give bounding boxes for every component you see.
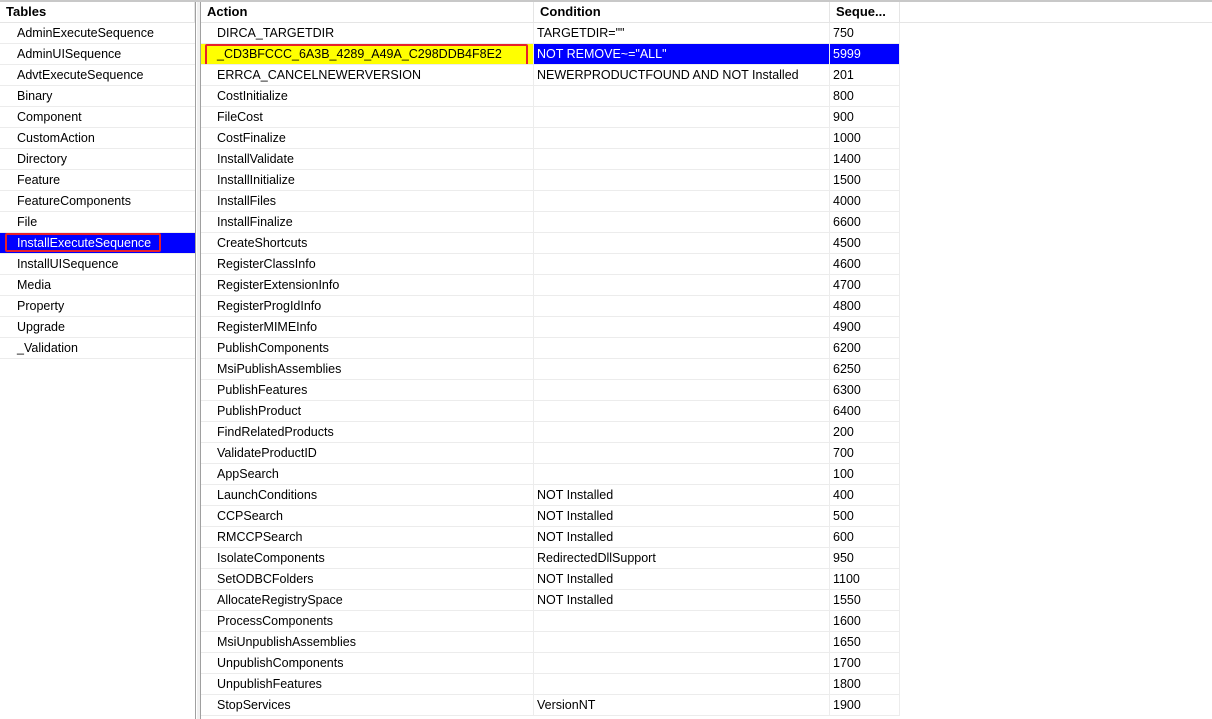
table-row[interactable] xyxy=(201,65,1212,86)
table-row[interactable] xyxy=(201,212,1212,233)
action-cell-text: PublishComponents xyxy=(217,341,329,355)
table-row[interactable] xyxy=(201,527,1212,548)
sequence-cell-text: 6400 xyxy=(833,404,861,418)
sequence-grid xyxy=(201,2,1212,719)
condition-cell[interactable] xyxy=(534,128,830,149)
sequence-cell[interactable] xyxy=(830,590,900,611)
sequence-cell[interactable] xyxy=(830,527,900,548)
table-list-item-label: _Validation xyxy=(17,341,78,355)
table-list-item-label: FeatureComponents xyxy=(17,194,131,208)
table-list-item[interactable] xyxy=(0,212,195,233)
action-cell[interactable] xyxy=(201,695,534,716)
table-row[interactable] xyxy=(201,359,1212,380)
sequence-cell[interactable] xyxy=(830,149,900,170)
action-cell[interactable] xyxy=(201,86,534,107)
action-cell-text: UnpublishFeatures xyxy=(217,677,322,691)
sequence-cell[interactable] xyxy=(830,86,900,107)
condition-cell-text: NOT Installed xyxy=(537,530,614,544)
action-cell-text: _CD3BFCCC_6A3B_4289_A49A_C298DDB4F8E2 xyxy=(217,47,502,61)
condition-cell[interactable] xyxy=(534,149,830,170)
sequence-cell[interactable] xyxy=(830,23,900,44)
action-cell[interactable] xyxy=(201,653,534,674)
action-cell[interactable] xyxy=(201,317,534,338)
sequence-cell[interactable] xyxy=(830,44,900,65)
sequence-cell-text: 1550 xyxy=(833,593,861,607)
table-row[interactable] xyxy=(201,254,1212,275)
action-cell[interactable] xyxy=(201,632,534,653)
table-row[interactable] xyxy=(201,506,1212,527)
table-row[interactable] xyxy=(201,569,1212,590)
action-cell-text: MsiPublishAssemblies xyxy=(217,362,342,376)
sequence-cell-text: 600 xyxy=(833,530,854,544)
condition-cell[interactable] xyxy=(534,674,830,695)
action-cell-text: InstallFiles xyxy=(217,194,277,208)
action-cell-text: AllocateRegistrySpace xyxy=(217,593,343,607)
action-cell-text: UnpublishComponents xyxy=(217,656,344,670)
sequence-cell[interactable] xyxy=(830,212,900,233)
sequence-cell-text: 4900 xyxy=(833,320,861,334)
condition-cell[interactable] xyxy=(534,65,830,86)
action-cell[interactable] xyxy=(201,380,534,401)
action-cell-text: CostInitialize xyxy=(217,89,288,103)
row-empty-space xyxy=(900,611,1212,632)
sequence-cell-text: 5999 xyxy=(833,47,861,61)
action-cell-text: PublishProduct xyxy=(217,404,302,418)
row-empty-space xyxy=(900,128,1212,149)
table-list-item-label: File xyxy=(17,215,38,229)
action-cell-text: DIRCA_TARGETDIR xyxy=(217,26,335,40)
sequence-cell[interactable] xyxy=(830,191,900,212)
action-cell-text: RegisterProgIdInfo xyxy=(217,299,322,313)
condition-cell-text: NOT Installed xyxy=(537,593,614,607)
condition-cell-text: NOT Installed xyxy=(537,572,614,586)
table-list-item-label: Feature xyxy=(17,173,61,187)
sequence-cell[interactable] xyxy=(830,128,900,149)
table-row[interactable] xyxy=(201,653,1212,674)
action-cell[interactable] xyxy=(201,674,534,695)
condition-cell-text: NOT REMOVE~="ALL" xyxy=(537,47,667,61)
condition-cell-text: VersionNT xyxy=(537,698,596,712)
condition-cell[interactable] xyxy=(534,548,830,569)
tables-list xyxy=(0,23,195,359)
sequence-cell[interactable] xyxy=(830,401,900,422)
sequence-cell[interactable] xyxy=(830,380,900,401)
sequence-cell-text: 4500 xyxy=(833,236,861,250)
sequence-cell-text: 4000 xyxy=(833,194,861,208)
sequence-cell-text: 950 xyxy=(833,551,854,565)
action-cell-text: AppSearch xyxy=(217,467,279,481)
table-list-item[interactable] xyxy=(0,65,195,86)
row-empty-space xyxy=(900,149,1212,170)
table-list-item-label: AdminUISequence xyxy=(17,47,122,61)
table-list-item[interactable] xyxy=(0,296,195,317)
table-list-item-label: Component xyxy=(17,110,82,124)
action-cell[interactable] xyxy=(201,338,534,359)
condition-cell[interactable] xyxy=(534,170,830,191)
column-header-condition[interactable]: Condition xyxy=(534,2,830,22)
table-row[interactable] xyxy=(201,233,1212,254)
action-cell-text: InstallInitialize xyxy=(217,173,295,187)
sequence-cell-text: 4800 xyxy=(833,299,861,313)
sequence-cell-text: 201 xyxy=(833,68,854,82)
sequence-cell[interactable] xyxy=(830,674,900,695)
table-list-item[interactable] xyxy=(0,107,195,128)
sequence-cell[interactable] xyxy=(830,443,900,464)
selected-action-annotation-box xyxy=(205,44,528,65)
table-row[interactable] xyxy=(201,86,1212,107)
row-empty-space xyxy=(900,464,1212,485)
condition-cell[interactable] xyxy=(534,569,830,590)
sequence-cell[interactable] xyxy=(830,296,900,317)
action-cell[interactable] xyxy=(201,170,534,191)
condition-cell[interactable] xyxy=(534,506,830,527)
sequence-cell[interactable] xyxy=(830,317,900,338)
condition-cell[interactable] xyxy=(534,44,830,65)
sequence-cell-text: 1700 xyxy=(833,656,861,670)
condition-cell[interactable] xyxy=(534,632,830,653)
table-row[interactable] xyxy=(201,611,1212,632)
row-empty-space xyxy=(900,233,1212,254)
row-empty-space xyxy=(900,632,1212,653)
action-cell-text: InstallValidate xyxy=(217,152,294,166)
table-row[interactable] xyxy=(201,422,1212,443)
table-list-item-label: AdvtExecuteSequence xyxy=(17,68,144,82)
action-cell[interactable] xyxy=(201,65,534,86)
condition-cell-text: NOT Installed xyxy=(537,509,614,523)
condition-cell[interactable] xyxy=(534,359,830,380)
condition-cell[interactable] xyxy=(534,653,830,674)
action-cell[interactable] xyxy=(201,275,534,296)
row-empty-space xyxy=(900,44,1212,65)
table-list-item[interactable] xyxy=(0,170,195,191)
table-row[interactable] xyxy=(201,170,1212,191)
action-cell-text: RMCCPSearch xyxy=(217,530,303,544)
table-row[interactable] xyxy=(201,674,1212,695)
action-cell[interactable] xyxy=(201,611,534,632)
action-cell-text: InstallFinalize xyxy=(217,215,293,229)
action-cell-text: ERRCA_CANCELNEWERVERSION xyxy=(217,68,421,82)
table-row[interactable] xyxy=(201,485,1212,506)
sequence-cell[interactable] xyxy=(830,359,900,380)
condition-cell[interactable] xyxy=(534,464,830,485)
condition-cell[interactable] xyxy=(534,380,830,401)
table-list-item[interactable] xyxy=(0,128,195,149)
row-empty-space xyxy=(900,296,1212,317)
row-empty-space xyxy=(900,107,1212,128)
tables-pane xyxy=(0,2,196,719)
action-cell-text: CreateShortcuts xyxy=(217,236,308,250)
action-cell-text: SetODBCFolders xyxy=(217,572,314,586)
table-list-item-label: Media xyxy=(17,278,52,292)
row-empty-space xyxy=(900,401,1212,422)
column-header-sequence[interactable]: Seque... xyxy=(830,2,900,22)
sequence-cell-text: 4700 xyxy=(833,278,861,292)
action-cell[interactable] xyxy=(201,443,534,464)
table-list-item-label: CustomAction xyxy=(17,131,95,145)
table-row[interactable] xyxy=(201,191,1212,212)
table-row[interactable] xyxy=(201,338,1212,359)
table-row[interactable] xyxy=(201,443,1212,464)
sequence-cell[interactable] xyxy=(830,611,900,632)
action-cell-text: ProcessComponents xyxy=(217,614,334,628)
action-cell-text: FileCost xyxy=(217,110,263,124)
action-cell-text: IsolateComponents xyxy=(217,551,325,565)
sequence-cell[interactable] xyxy=(830,65,900,86)
sequence-cell[interactable] xyxy=(830,464,900,485)
table-list-item-label: AdminExecuteSequence xyxy=(17,26,154,40)
condition-cell[interactable] xyxy=(534,275,830,296)
table-list-item[interactable] xyxy=(0,338,195,359)
action-cell[interactable] xyxy=(201,359,534,380)
table-list-item-label: InstallExecuteSequence xyxy=(17,236,152,250)
action-cell-text: RegisterMIMEInfo xyxy=(217,320,318,334)
table-row[interactable] xyxy=(201,275,1212,296)
action-cell[interactable] xyxy=(201,128,534,149)
row-empty-space xyxy=(900,422,1212,443)
table-row[interactable] xyxy=(201,317,1212,338)
table-list-item-label: Directory xyxy=(17,152,68,166)
table-row[interactable] xyxy=(201,296,1212,317)
sequence-cell-text: 1600 xyxy=(833,614,861,628)
table-list-item[interactable] xyxy=(0,317,195,338)
condition-cell-text: NEWERPRODUCTFOUND AND NOT Installed xyxy=(537,68,799,82)
condition-cell-text: TARGETDIR="" xyxy=(537,26,625,40)
condition-cell[interactable] xyxy=(534,23,830,44)
action-cell-text: LaunchConditions xyxy=(217,488,318,502)
condition-cell[interactable] xyxy=(534,233,830,254)
table-list-item-label: Property xyxy=(17,299,65,313)
condition-cell[interactable] xyxy=(534,296,830,317)
condition-cell[interactable] xyxy=(534,443,830,464)
row-empty-space xyxy=(900,254,1212,275)
condition-cell[interactable] xyxy=(534,254,830,275)
table-list-item-label: InstallUISequence xyxy=(17,257,119,271)
row-empty-space xyxy=(900,443,1212,464)
action-cell-text: CostFinalize xyxy=(217,131,286,145)
table-row[interactable] xyxy=(201,632,1212,653)
sequence-cell[interactable] xyxy=(830,233,900,254)
sequence-cell-text: 700 xyxy=(833,446,854,460)
sequence-cell[interactable] xyxy=(830,338,900,359)
table-row[interactable] xyxy=(201,464,1212,485)
sequence-cell[interactable] xyxy=(830,653,900,674)
sequence-cell[interactable] xyxy=(830,506,900,527)
sequence-cell[interactable] xyxy=(830,569,900,590)
row-empty-space xyxy=(900,317,1212,338)
sequence-cell-text: 1900 xyxy=(833,698,861,712)
row-empty-space xyxy=(900,695,1212,716)
condition-cell[interactable] xyxy=(534,485,830,506)
action-cell[interactable] xyxy=(201,149,534,170)
table-list-item[interactable] xyxy=(0,254,195,275)
row-empty-space xyxy=(900,653,1212,674)
action-cell[interactable] xyxy=(201,569,534,590)
row-empty-space xyxy=(900,590,1212,611)
sequence-cell[interactable] xyxy=(830,170,900,191)
sequence-cell-text: 6600 xyxy=(833,215,861,229)
table-list-item[interactable] xyxy=(0,233,195,254)
action-cell[interactable] xyxy=(201,422,534,443)
condition-cell[interactable] xyxy=(534,191,830,212)
sequence-cell-text: 800 xyxy=(833,89,854,103)
row-empty-space xyxy=(900,23,1212,44)
condition-cell[interactable] xyxy=(534,590,830,611)
row-empty-space xyxy=(900,275,1212,296)
table-row[interactable] xyxy=(201,548,1212,569)
sequence-cell[interactable] xyxy=(830,422,900,443)
action-cell[interactable] xyxy=(201,107,534,128)
action-cell[interactable] xyxy=(201,464,534,485)
sequence-cell-text: 6250 xyxy=(833,362,861,376)
sequence-cell-text: 400 xyxy=(833,488,854,502)
condition-cell[interactable] xyxy=(534,527,830,548)
sequence-cell[interactable] xyxy=(830,107,900,128)
condition-cell-text: RedirectedDllSupport xyxy=(537,551,656,565)
condition-cell-text: NOT Installed xyxy=(537,488,614,502)
sequence-cell[interactable] xyxy=(830,275,900,296)
condition-cell[interactable] xyxy=(534,107,830,128)
condition-cell[interactable] xyxy=(534,401,830,422)
action-cell[interactable] xyxy=(201,212,534,233)
table-list-item-label: Upgrade xyxy=(17,320,65,334)
action-cell-text: MsiUnpublishAssemblies xyxy=(217,635,356,649)
sequence-cell[interactable] xyxy=(830,485,900,506)
sequence-cell-text: 6200 xyxy=(833,341,861,355)
tables-column-header[interactable]: Tables xyxy=(0,2,195,22)
condition-cell[interactable] xyxy=(534,422,830,443)
sequence-cell-text: 4600 xyxy=(833,257,861,271)
condition-cell[interactable] xyxy=(534,317,830,338)
action-cell[interactable] xyxy=(201,506,534,527)
row-empty-space xyxy=(900,212,1212,233)
row-empty-space xyxy=(900,569,1212,590)
row-empty-space xyxy=(900,338,1212,359)
sequence-cell-text: 750 xyxy=(833,26,854,40)
table-row[interactable] xyxy=(201,695,1212,716)
tables-header[interactable] xyxy=(0,2,195,23)
action-cell-text: CCPSearch xyxy=(217,509,283,523)
row-empty-space xyxy=(900,359,1212,380)
sequence-cell-text: 100 xyxy=(833,467,854,481)
sequence-cell-text: 1000 xyxy=(833,131,861,145)
row-empty-space xyxy=(900,380,1212,401)
sequence-cell-text: 6300 xyxy=(833,383,861,397)
grid-rows xyxy=(201,23,1212,716)
sequence-cell[interactable] xyxy=(830,254,900,275)
action-cell[interactable] xyxy=(201,590,534,611)
action-cell[interactable] xyxy=(201,254,534,275)
table-row[interactable] xyxy=(201,107,1212,128)
condition-cell[interactable] xyxy=(534,338,830,359)
table-list-item[interactable] xyxy=(0,191,195,212)
sequence-cell-text: 1650 xyxy=(833,635,861,649)
table-list-item[interactable] xyxy=(0,44,195,65)
sequence-cell-text: 1500 xyxy=(833,173,861,187)
action-cell[interactable] xyxy=(201,233,534,254)
sequence-cell-text: 500 xyxy=(833,509,854,523)
row-empty-space xyxy=(900,485,1212,506)
action-cell-text: StopServices xyxy=(217,698,291,712)
column-header-action[interactable]: Action xyxy=(201,2,534,22)
table-list-item[interactable] xyxy=(0,275,195,296)
table-row[interactable] xyxy=(201,590,1212,611)
table-row[interactable] xyxy=(201,149,1212,170)
action-cell[interactable] xyxy=(201,548,534,569)
sequence-cell-text: 900 xyxy=(833,110,854,124)
action-cell[interactable] xyxy=(201,44,534,65)
row-empty-space xyxy=(900,170,1212,191)
sequence-cell-text: 1800 xyxy=(833,677,861,691)
row-empty-space xyxy=(900,506,1212,527)
table-row[interactable] xyxy=(201,380,1212,401)
action-cell-text: RegisterExtensionInfo xyxy=(217,278,340,292)
action-cell-text: PublishFeatures xyxy=(217,383,308,397)
row-empty-space xyxy=(900,191,1212,212)
action-cell-text: ValidateProductID xyxy=(217,446,317,460)
table-row[interactable] xyxy=(201,128,1212,149)
row-empty-space xyxy=(900,65,1212,86)
condition-cell[interactable] xyxy=(534,86,830,107)
condition-cell[interactable] xyxy=(534,695,830,716)
table-row[interactable] xyxy=(201,23,1212,44)
action-cell[interactable] xyxy=(201,485,534,506)
row-empty-space xyxy=(900,527,1212,548)
sequence-cell-text: 200 xyxy=(833,425,854,439)
selected-table-annotation-box xyxy=(5,233,161,252)
action-cell[interactable] xyxy=(201,527,534,548)
action-cell-text: FindRelatedProducts xyxy=(217,425,334,439)
grid-header xyxy=(201,2,1212,23)
condition-cell[interactable] xyxy=(534,212,830,233)
sequence-cell[interactable] xyxy=(830,548,900,569)
sequence-cell-text: 1100 xyxy=(833,572,860,586)
action-cell[interactable] xyxy=(201,401,534,422)
row-empty-space xyxy=(900,548,1212,569)
action-cell[interactable] xyxy=(201,23,534,44)
sequence-cell[interactable] xyxy=(830,632,900,653)
row-empty-space xyxy=(900,86,1212,107)
table-row[interactable] xyxy=(201,401,1212,422)
table-row-selected[interactable] xyxy=(201,44,1212,65)
table-list-item[interactable] xyxy=(0,149,195,170)
condition-cell[interactable] xyxy=(534,611,830,632)
sequence-cell[interactable] xyxy=(830,695,900,716)
row-empty-space xyxy=(900,674,1212,695)
sequence-cell-text: 1400 xyxy=(833,152,861,166)
action-cell[interactable] xyxy=(201,296,534,317)
action-cell[interactable] xyxy=(201,191,534,212)
table-list-item[interactable] xyxy=(0,86,195,107)
table-list-item-label: Binary xyxy=(17,89,53,103)
action-cell-text: RegisterClassInfo xyxy=(217,257,316,271)
table-list-item[interactable] xyxy=(0,23,195,44)
